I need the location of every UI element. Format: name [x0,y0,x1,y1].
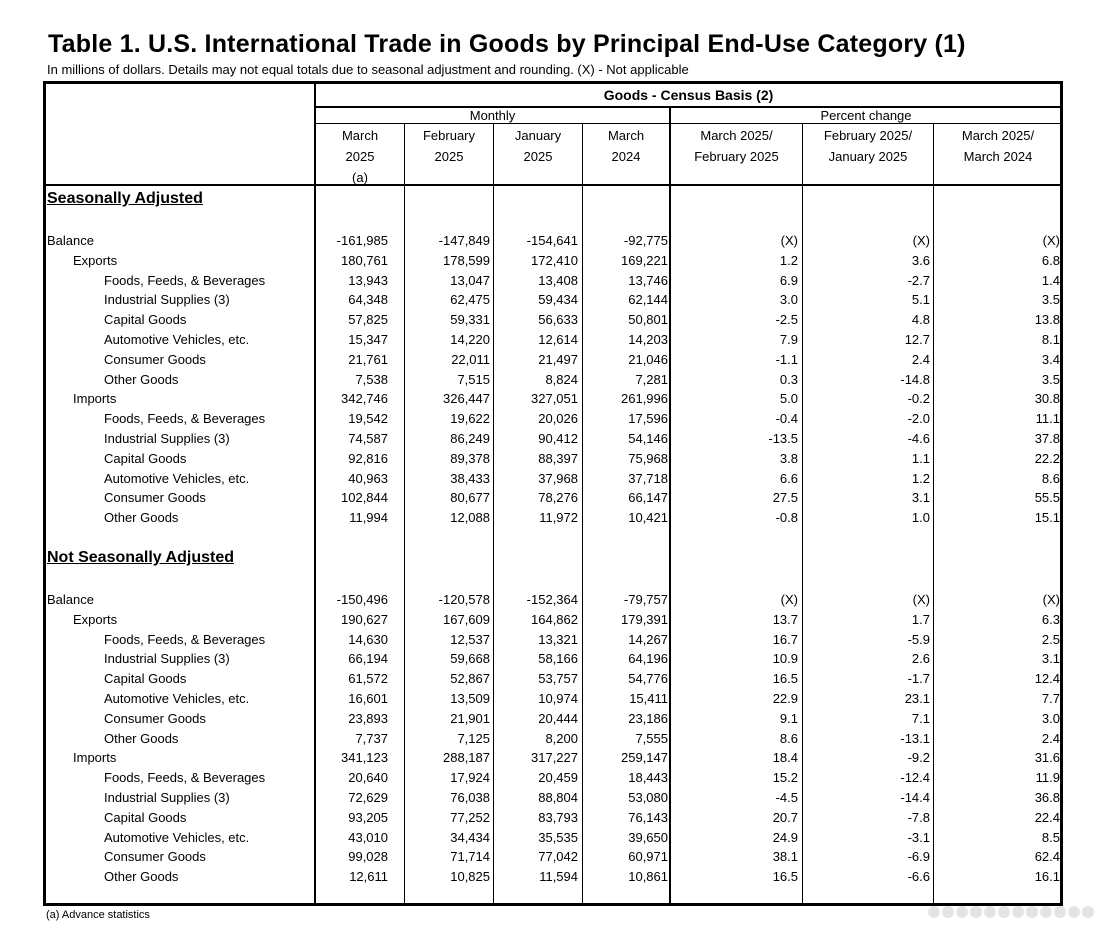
table-cell: 59,434 [538,292,578,308]
table-cell: 16.7 [772,631,798,647]
table-cell: 2.4 [911,351,930,367]
table-cell: -0.2 [907,391,930,407]
column-header-5-line-1: March 2025/ [700,128,773,143]
table-cell: 15.1 [1034,510,1060,526]
table-cell: 57,825 [348,312,388,328]
table-cell: 54,146 [628,431,668,446]
row-label: Balance [47,592,94,607]
table-cell: 61,572 [348,671,388,687]
table-cell: 78,276 [538,490,578,506]
header-top: Goods - Census Basis (2) [603,87,774,103]
table-subtitle: In millions of dollars. Details may not equal totals due to seasonal adjustment and rounding. (X) - Not applicable [47,62,689,77]
table-cell: 3.1 [1041,651,1060,667]
table-cell: 62,144 [628,292,668,308]
footnote: (a) Advance statistics [46,909,150,921]
table-cell: 164,862 [531,611,578,627]
table-cell: 3.5 [1041,292,1060,308]
column-header-3-line-1: January [514,128,562,143]
table-cell: 53,080 [628,790,668,805]
column-header-2-line-1: February [422,128,476,143]
table-cell: 2.4 [1041,730,1060,746]
row-label: Other Goods [104,730,179,746]
table-cell: 3.0 [779,292,798,308]
row-label: Capital Goods [104,809,187,825]
table-cell: 58,166 [538,651,578,667]
table-cell: 341,123 [341,750,388,766]
watermark [928,906,1094,918]
row-label: Consumer Goods [104,710,206,726]
table-cell: -1.1 [775,351,798,367]
table-cell: 7,281 [635,371,668,387]
table-cell: 22.9 [772,691,798,706]
body-col-rule-1 [404,185,405,906]
table-cell: 13.8 [1034,312,1060,328]
table-cell: 178,599 [443,252,490,268]
table-cell: 11,972 [539,510,578,526]
table-cell: -13.5 [768,431,798,446]
table-cell: 179,391 [621,611,668,627]
table-cell: 20,026 [538,411,578,427]
table-cell: 19,622 [450,411,490,427]
table-cell: 66,147 [628,490,668,506]
table-cell: 10,861 [628,869,668,885]
table-cell: -92,775 [623,233,668,248]
table-cell: 16.5 [772,671,798,687]
table-cell: 13,321 [538,631,578,647]
table-cell: -2.5 [775,312,798,328]
column-header-3-line-2: 2025 [523,149,553,164]
column-header-1-line-2: 2025 [345,149,375,164]
table-cell: 20,444 [538,710,578,726]
table-cell: 1.4 [1041,272,1060,288]
table-cell: 102,844 [341,490,388,506]
table-cell: 64,348 [348,292,388,308]
table-cell: 74,587 [348,431,388,446]
row-label: Foods, Feeds, & Beverages [104,631,266,647]
table-cell: 342,746 [341,391,388,407]
table-cell: 54,776 [628,671,668,687]
table-cell: 93,205 [348,809,388,825]
table-cell: -120,578 [438,592,490,607]
table-cell: 12,088 [450,510,490,526]
table-cell: 10,825 [450,869,490,885]
table-cell: 3.6 [911,252,930,268]
table-cell: 16.1 [1034,869,1060,885]
table-cell: 1.1 [911,450,930,466]
section-title: Seasonally Adjusted [47,190,203,207]
table-cell: 169,221 [621,252,668,268]
table-cell: 20,459 [538,770,578,786]
row-label: Consumer Goods [104,490,206,506]
column-header-7-line-2: March 2024 [963,149,1033,164]
row-label: Industrial Supplies (3) [104,292,230,308]
table-cell: -5.9 [907,631,930,647]
body-col-rule-6 [933,185,934,906]
table-cell: 14,203 [628,332,668,347]
column-header-1-line-1: March [341,128,379,143]
table-cell: 326,447 [443,391,490,407]
header-monthly: Monthly [469,108,516,123]
table-cell: 56,633 [538,312,578,328]
table-cell: 16.5 [772,869,798,885]
table-cell: 190,627 [341,611,388,627]
table-cell: 77,042 [538,849,578,865]
row-label: Capital Goods [104,450,187,466]
table-cell: 22.2 [1034,450,1060,466]
table-cell: 38.1 [772,849,798,865]
table-cell: 59,331 [450,312,490,328]
table-cell: -0.4 [775,411,798,427]
table-cell: -161,985 [336,233,388,248]
table-cell: 8.6 [779,730,798,746]
table-cell: 7.7 [1041,691,1060,706]
table-cell: 99,028 [348,849,388,865]
row-label: Industrial Supplies (3) [104,431,230,446]
table-cell: 71,714 [450,849,490,865]
row-label: Capital Goods [104,671,187,687]
table-cell: 5.0 [779,391,798,407]
table-cell: 35,535 [538,829,578,845]
table-cell: 13,509 [450,691,490,706]
table-cell: 3.8 [779,450,798,466]
table-cell: 5.1 [911,292,930,308]
table-cell: 6.9 [779,272,798,288]
table-cell: 21,497 [538,351,578,367]
row-label: Other Goods [104,869,179,885]
table-cell: 11.1 [1035,411,1060,427]
table-cell: 38,433 [450,470,490,486]
table-cell: 2.5 [1041,631,1060,647]
table-cell: 62,475 [450,292,490,308]
table-cell: -2.0 [907,411,930,427]
table-cell: 21,901 [450,710,490,726]
table-cell: 7,555 [635,730,668,746]
table-cell: -6.6 [907,869,930,885]
table-cell: 15,411 [629,691,668,706]
row-label: Foods, Feeds, & Beverages [104,272,266,288]
table-cell: 12,537 [450,631,490,647]
table-cell: (X) [1042,592,1060,607]
table-cell: (X) [912,233,930,248]
table-cell: 55.5 [1034,490,1060,506]
table-cell: -14.4 [900,790,930,805]
table-cell: 37,968 [538,470,578,486]
table-cell: -13.1 [900,730,930,746]
table-cell: -6.9 [907,849,930,865]
table-cell: 34,434 [450,829,490,845]
table-cell: 23.1 [904,691,930,706]
table-cell: 259,147 [621,750,668,766]
table-cell: 40,963 [348,470,388,486]
table-cell: 288,187 [443,750,490,766]
table-cell: 31.6 [1034,750,1060,766]
table-cell: -12.4 [900,770,930,786]
column-header-4-line-2: 2024 [611,149,641,164]
table-cell: 66,194 [348,651,388,667]
table-cell: 90,412 [538,431,578,446]
table-cell: 72,629 [348,790,388,805]
table-cell: 37.8 [1034,431,1060,446]
table-title: Table 1. U.S. International Trade in Goods by Principal End-Use Category (1) [48,30,966,58]
table-cell: 8.5 [1041,829,1060,845]
table-cell: (X) [1042,233,1060,248]
table-cell: 3.4 [1041,351,1060,367]
table-cell: 20,640 [348,770,388,786]
table-cell: 13.7 [772,611,798,627]
table-cell: 18.4 [772,750,798,766]
table-cell: 17,924 [450,770,490,786]
row-label: Automotive Vehicles, etc. [104,829,250,845]
table-cell: 13,408 [538,272,578,288]
table-cell: 7.1 [911,710,930,726]
table-cell: 60,971 [628,849,668,865]
table-cell: 13,047 [450,272,490,288]
table-cell: 8.1 [1041,332,1060,347]
row-label: Other Goods [104,371,179,387]
table-cell: -3.1 [907,829,930,845]
row-label: Foods, Feeds, & Beverages [104,770,266,786]
table-cell: 1.0 [911,510,930,526]
table-cell: 3.5 [1041,371,1060,387]
table-cell: 75,968 [628,450,668,466]
table-cell: 7,125 [457,730,490,746]
table-cell: 0.3 [779,371,798,387]
row-label: Imports [73,391,117,407]
table-cell: 21,046 [628,351,668,367]
table-cell: 12.4 [1034,671,1060,687]
section-title: Not Seasonally Adjusted [47,549,234,566]
table-cell: 17,596 [628,411,668,427]
column-header-5-line-2: February 2025 [694,149,779,164]
table-cell: 12,611 [349,869,388,885]
header-percent-change: Percent change [820,108,912,123]
row-label: Consumer Goods [104,849,206,865]
table-cell: 7.9 [779,332,798,347]
table-cell: 89,378 [450,450,490,466]
table-cell: 77,252 [450,809,490,825]
table-cell: 8.6 [1041,470,1060,486]
table-cell: 18,443 [628,770,668,786]
table-cell: 1.7 [911,611,930,627]
body-col-rule-5 [802,185,803,906]
table-cell: 10,421 [628,510,668,526]
row-label: Balance [47,233,94,248]
table-cell: -9.2 [907,750,930,766]
table-cell: 80,677 [450,490,490,506]
table-cell: 7,538 [355,371,388,387]
row-label: Exports [73,611,118,627]
table-cell: 24.9 [772,829,798,845]
table-cell: 7,737 [355,730,388,746]
table-cell: -14.8 [900,371,930,387]
table-cell: -79,757 [623,592,668,607]
table-cell: 88,397 [538,450,578,466]
row-label: Imports [73,750,117,766]
table-cell: -147,849 [438,233,490,248]
table-cell: -4.5 [775,790,798,805]
row-label: Other Goods [104,510,179,526]
table-cell: 11.9 [1035,770,1060,786]
table-cell: 15.2 [772,770,798,786]
table-cell: 52,867 [450,671,490,687]
table-cell: 37,718 [628,470,668,486]
table-cell: 16,601 [348,691,388,706]
table-cell: 327,051 [531,391,578,407]
table-cell: 23,186 [628,710,668,726]
row-label: Consumer Goods [104,351,206,367]
table-cell: 14,267 [628,631,668,647]
table-cell: 7,515 [457,371,490,387]
table-cell: 19,542 [348,411,388,427]
table-cell: 83,793 [538,809,578,825]
table-cell: 50,801 [628,312,668,328]
row-label: Automotive Vehicles, etc. [104,470,250,486]
table-cell: -1.7 [907,671,930,687]
column-header-1-line-3: (a) [352,170,368,185]
table-cell: 27.5 [772,490,798,506]
table-cell: 64,196 [628,651,668,667]
table-cell: 59,668 [450,651,490,667]
table-cell: 92,816 [348,450,388,466]
table-cell: -2.7 [907,272,930,288]
row-label: Capital Goods [104,312,187,328]
column-header-6-line-1: February 2025/ [823,128,913,143]
table-cell: 76,038 [450,790,490,805]
col-rule-4 [669,106,671,906]
table-cell: 20.7 [772,809,798,825]
table-cell: 76,143 [628,809,668,825]
table-cell: -152,364 [526,592,578,607]
body-col-rule-2 [493,185,494,906]
table-cell: (X) [780,592,798,607]
row-label: Automotive Vehicles, etc. [104,332,250,347]
row-label: Automotive Vehicles, etc. [104,691,250,706]
table-cell: 261,996 [621,391,668,407]
table-cell: (X) [780,233,798,248]
table-cell: 11,994 [349,510,388,526]
row-label: Industrial Supplies (3) [104,790,230,805]
table-cell: 317,227 [531,750,578,766]
table-cell: 39,650 [628,829,668,845]
column-header-6-line-2: January 2025 [828,149,908,164]
table-cell: 43,010 [348,829,388,845]
table-cell: -4.6 [907,431,930,446]
row-label: Industrial Supplies (3) [104,651,230,667]
row-label: Foods, Feeds, & Beverages [104,411,266,427]
table-cell: 53,757 [538,671,578,687]
table-cell: 4.8 [911,312,930,328]
table-cell: -154,641 [526,233,578,248]
row-label: Exports [73,252,118,268]
table-cell: 10.9 [772,651,798,667]
table-cell: 13,746 [628,272,668,288]
table-cell: 167,609 [443,611,490,627]
table-cell: 1.2 [779,252,798,268]
column-header-4-line-1: March [607,128,645,143]
table-cell: 9.1 [779,710,798,726]
table-cell: 86,249 [450,431,490,446]
table-cell: 10,974 [538,691,578,706]
table-cell: 88,804 [538,790,578,805]
table-cell: 23,893 [348,710,388,726]
table-cell: 172,410 [531,252,578,268]
column-header-2-line-2: 2025 [434,149,464,164]
table-cell: 15,347 [348,332,388,347]
table-cell: 30.8 [1034,391,1060,407]
table-cell: 3.0 [1041,710,1060,726]
table-cell: 180,761 [341,252,388,268]
body-col-rule-3 [582,185,583,906]
table-cell: 36.8 [1034,790,1060,805]
table-cell: 1.2 [911,470,930,486]
table-cell: 21,761 [348,351,388,367]
table-cell: 12.7 [904,332,930,347]
table-cell: -7.8 [907,809,930,825]
table-cell: 8,200 [545,730,578,746]
table-cell: (X) [912,592,930,607]
table-cell: 11,594 [539,869,578,885]
table-cell: 13,943 [348,272,388,288]
table-cell: 2.6 [911,651,930,667]
table-cell: 3.1 [911,490,930,506]
table-cell: 8,824 [545,371,578,387]
header-rule-bottom [43,184,1063,186]
table-cell: 62.4 [1034,849,1060,865]
table-cell: 12,614 [538,332,578,347]
table-cell: 14,630 [348,631,388,647]
table-cell: -0.8 [775,510,798,526]
table-cell: -150,496 [336,592,388,607]
column-header-7-line-1: March 2025/ [961,128,1035,143]
table-cell: 22.4 [1034,809,1060,825]
table-cell: 22,011 [451,351,490,367]
table-cell: 14,220 [450,332,490,347]
table-cell: 6.6 [779,470,798,486]
table-cell: 6.8 [1041,252,1060,268]
table-cell: 6.3 [1041,611,1060,627]
